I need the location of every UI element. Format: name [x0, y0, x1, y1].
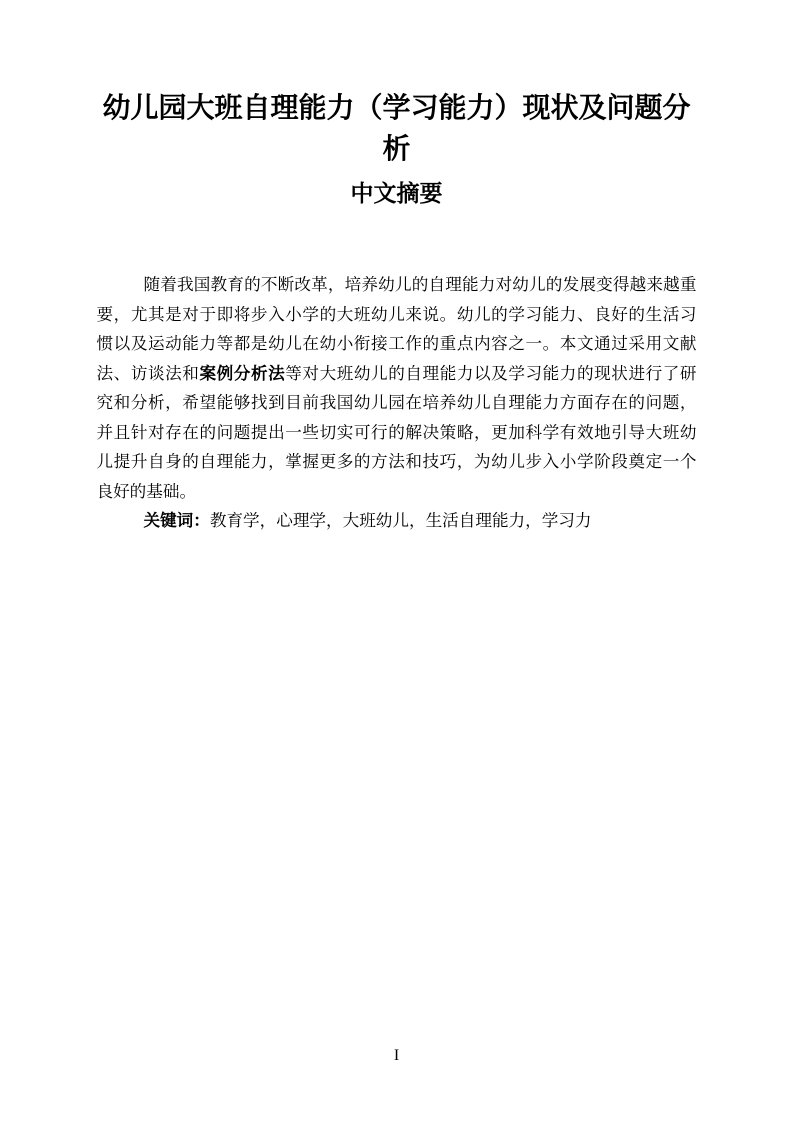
title-line-1: 幼儿园大班自理能力（学习能力）现状及问题分	[102, 93, 691, 124]
document-title	[0, 0, 793, 170]
bold-term: 案例分析法	[199, 363, 286, 383]
text-segment: 并且针对存在的问题提出一些切实可行的解决策略，更加科学有效地引导大班幼	[96, 422, 697, 442]
abstract-line	[97, 300, 697, 330]
abstract-line	[97, 418, 697, 448]
keywords-line	[97, 506, 697, 536]
abstract-line	[97, 270, 697, 300]
text-segment: 随着我国教育的不断改革，培养幼儿的自理能力对幼儿的发展变得越来越重	[143, 275, 697, 294]
text-segment: 法、访谈法和	[96, 363, 200, 383]
text-segment: 儿提升自身的自理能力，掌握更多的方法和技巧，为幼儿步入小学阶段奠定一个	[96, 452, 697, 471]
page-number: I	[393, 1047, 400, 1064]
abstract-paragraph	[97, 270, 697, 506]
abstract-line	[97, 477, 697, 507]
abstract-heading: 中文摘要	[350, 181, 443, 206]
abstract-line	[97, 447, 697, 477]
abstract-line	[97, 388, 697, 418]
text-segment: 等对大班幼儿的自理能力以及学习能力的现状进行了研	[285, 363, 697, 383]
abstract-line	[97, 359, 697, 389]
keywords-text: 教育学，心理学，大班幼儿，生活自理能力，学习力	[209, 511, 592, 530]
text-segment: 惯以及运动能力等都是幼儿在幼小衔接工作的重点内容之一。本文通过采用文献	[96, 334, 697, 353]
title-line-2: 析	[382, 134, 411, 165]
text-segment: 要，尤其是对于即将步入小学的大班幼儿来说。幼儿的学习能力、良好的生活习	[96, 304, 697, 324]
abstract-line	[97, 329, 697, 359]
keywords-label: 关键词：	[143, 511, 210, 530]
text-segment: 究和分析，希望能够找到目前我国幼儿园在培养幼儿自理能力方面存在的问题，	[96, 393, 697, 412]
text-segment: 良好的基础。	[96, 481, 197, 501]
